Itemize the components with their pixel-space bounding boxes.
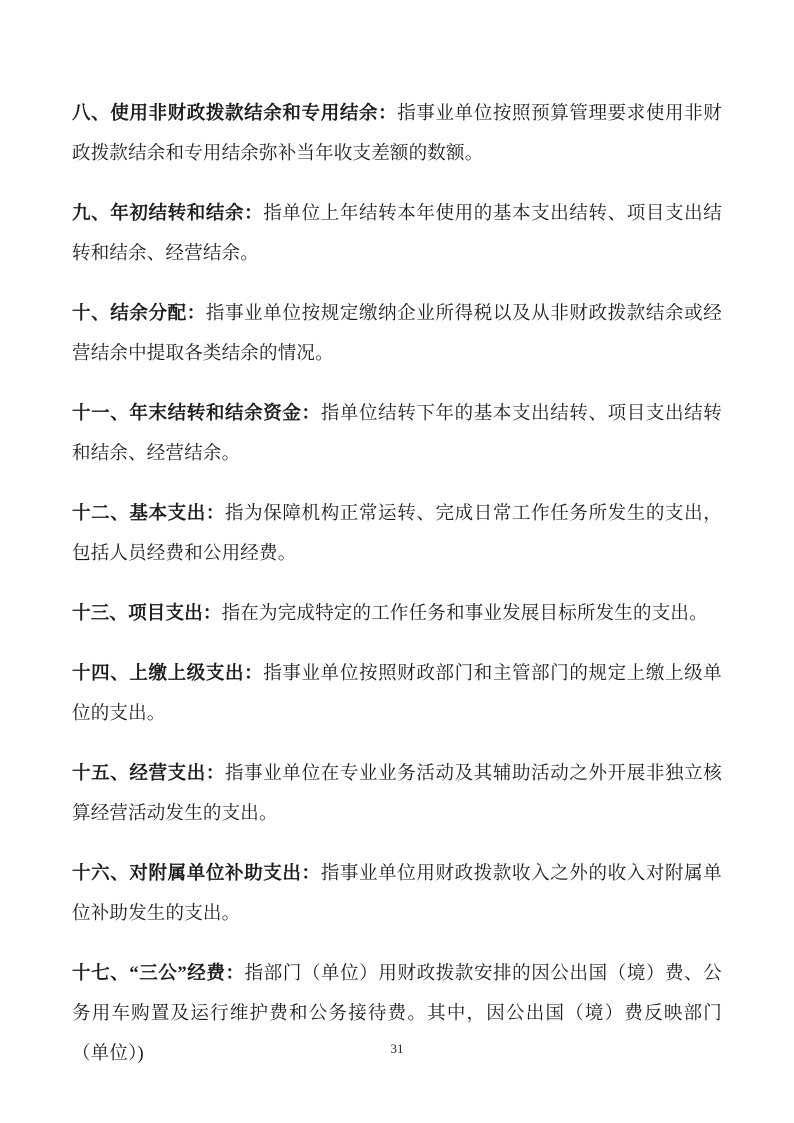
definition-text: 指事业单位在专业业务活动及其辅助活动之外开展非独立核算经营活动发生的支出。: [72, 764, 722, 824]
definition-text: 指事业单位按照财政部门和主管部门的规定上缴上级单位的支出。: [72, 664, 722, 724]
definition-term: 九、年初结转和结余：: [72, 204, 264, 224]
definition-term: 十三、项目支出：: [72, 604, 222, 624]
definition-text: 指单位结转下年的基本支出结转、项目支出结转和结余、经营结余。: [72, 404, 723, 464]
definition-paragraph: [72, 854, 722, 934]
definition-text: 指单位上年结转本年使用的基本支出结转、项目支出结转和结余、经营结余。: [72, 204, 722, 264]
definition-paragraph: [72, 294, 722, 374]
definition-text: 指部门（单位）用财政拨款安排的因公出国（境）费、公务用车购置及运行维护费和公务接待费。其中，因公出国（境）费反映部门（单位）): [72, 964, 722, 1064]
definition-term: 八、使用非财政拨款结余和专用结余：: [72, 104, 398, 124]
definition-term: 十六、对附属单位补助支出：: [72, 864, 321, 884]
definition-term: 十五、经营支出：: [72, 764, 226, 784]
definition-paragraph: [72, 654, 722, 734]
definition-text: 指事业单位用财政拨款收入之外的收入对附属单位补助发生的支出。: [72, 864, 723, 924]
definition-text: 指事业单位按照预算管理要求使用非财政拨款结余和专用结余弥补当年收支差额的数额。: [72, 104, 722, 164]
page-number: 31: [390, 1041, 404, 1056]
definition-text: 指为保障机构正常运转、完成日常工作任务所发生的支出，包括人员经费和公用经费。: [72, 504, 722, 564]
document-body: [72, 94, 722, 1094]
definition-paragraph: [72, 394, 722, 474]
definition-term: 十一、年末结转和结余资金：: [72, 404, 321, 424]
definition-paragraph: [72, 194, 722, 274]
definition-term: 十四、上缴上级支出：: [72, 664, 264, 684]
definition-term: 十七、“三公”经费：: [72, 964, 245, 984]
definition-paragraph: [72, 94, 722, 174]
definition-term: 十、结余分配：: [72, 304, 206, 324]
definition-paragraph: [72, 754, 722, 834]
definition-term: 十二、基本支出：: [72, 504, 226, 524]
definition-paragraph: [72, 494, 722, 574]
definition-text: 指在为完成特定的工作任务和事业发展目标所发生的支出。: [221, 604, 708, 624]
definition-paragraph: [72, 594, 722, 634]
definition-text: 指事业单位按规定缴纳企业所得税以及从非财政拨款结余或经营结余中提取各类结余的情况。: [72, 304, 723, 364]
